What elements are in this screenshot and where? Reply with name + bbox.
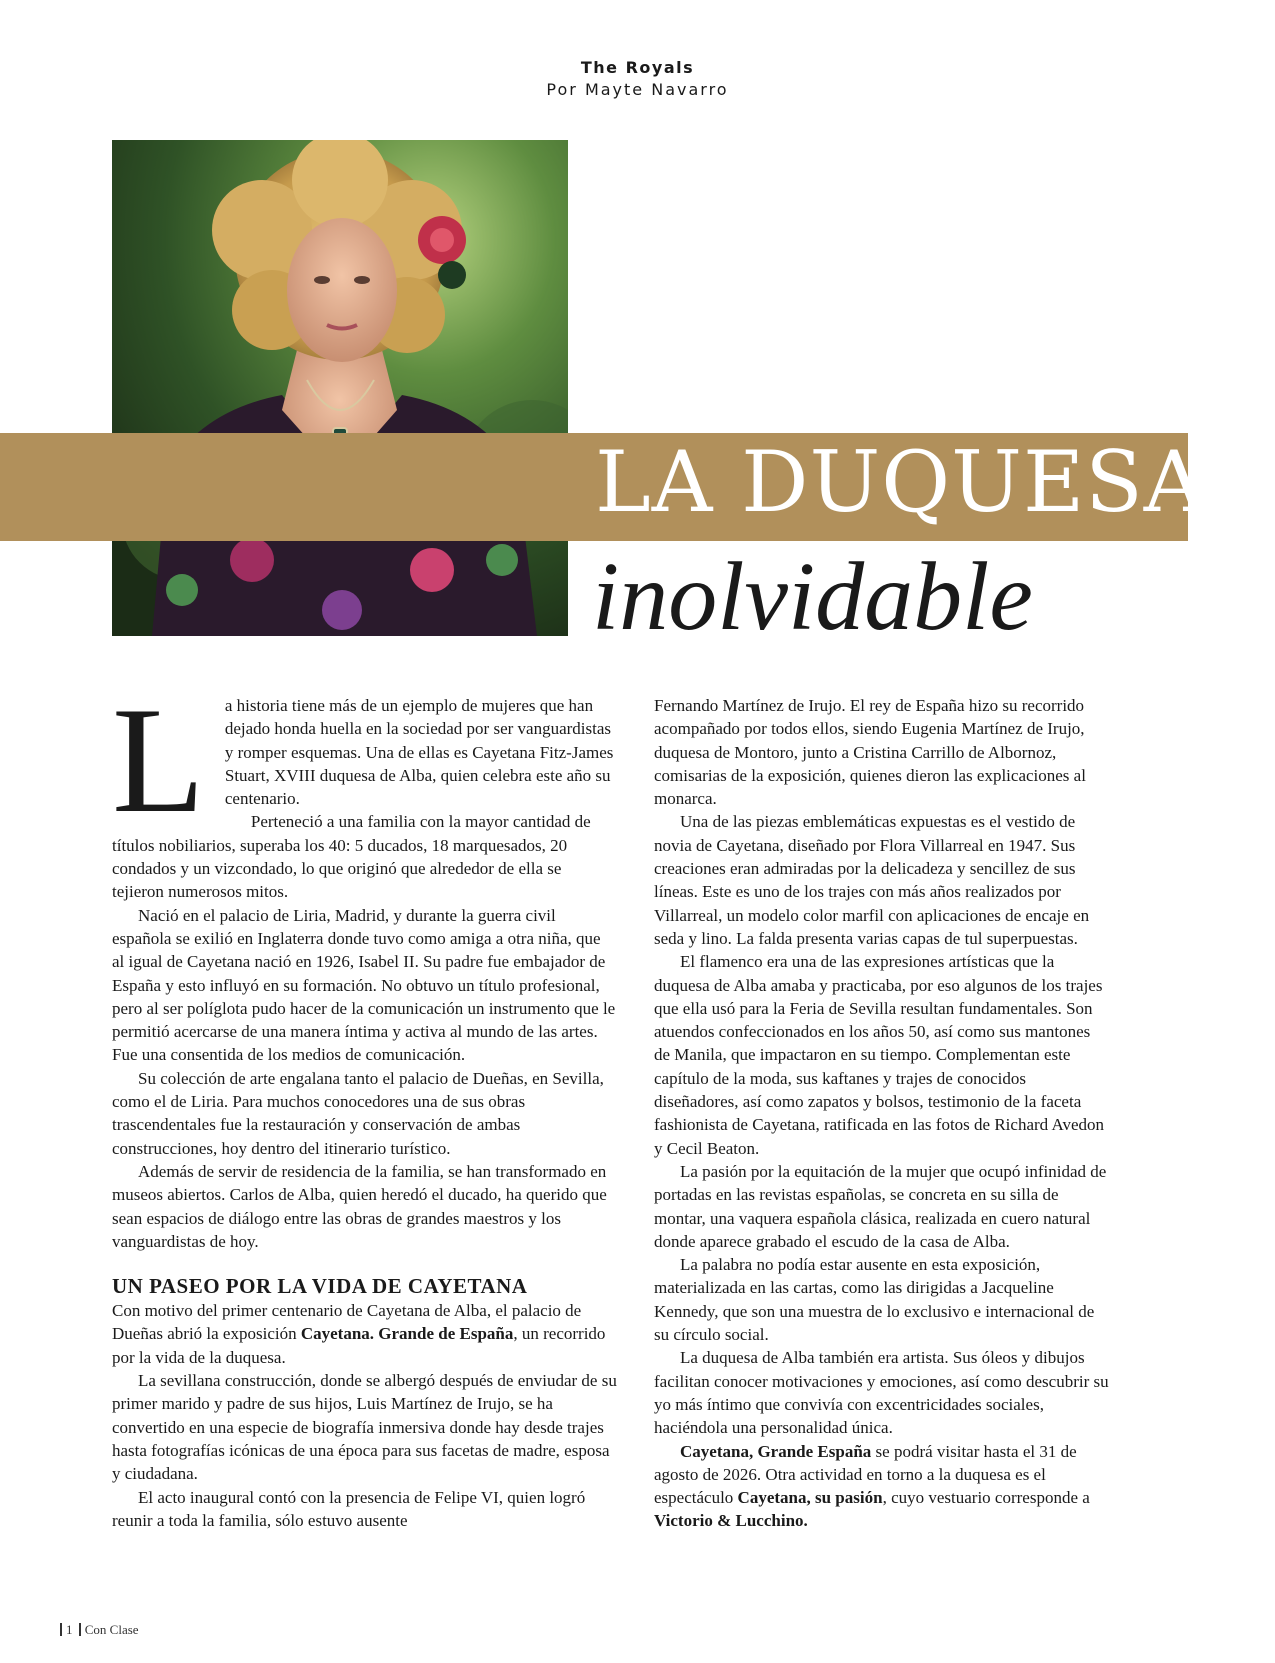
paragraph: Fernando Martínez de Irujo. El rey de España hizo su recorrido acompañado por todos ellos, siendo Eugenia Martínez de Irujo, duquesa de Montoro, junto a Cristina Carrillo de Albornoz, comisarias de la exposición, quienes dieron las explicaciones al monarca.: [654, 696, 1086, 809]
article-column-left: [112, 676, 617, 1532]
exhibition-name: Cayetana. Grande de España: [300, 1324, 514, 1344]
article-title: LA DUQUESA: [595, 433, 1206, 531]
paragraph: El flamenco era una de las expresiones artísticas que la duquesa de Alba amaba y practicaba, por eso algunos de los trajes que ella usó para la Feria de Sevilla resultan fundamentales. Son atuendos confeccionados en los años 50, así como sus mantones de Manila, que impactaron en su tiempo. Complementan este capítulo de la moda, sus kaftanes y trajes de conocidos diseñadores, así como zapatos y bolsos, testimonio de la faceta fashionista de Cayetana, ratificada en las fotos de Richard Avedon y Cecil Beaton.: [654, 952, 1105, 1158]
paragraph-text: Con motivo del primer centenario de Cayetana de Alba, el palacio de Dueñas abrió la exposición: [112, 1301, 582, 1344]
paragraph: La palabra no podía estar ausente en esta exposición, materializada en las cartas, como las dirigidas a Jacqueline Kennedy, que son una muestra de lo exclusivo e internacional de su círculo social.: [654, 1255, 1095, 1345]
publication-name: Con Clase: [84, 1622, 139, 1637]
page-number: 1: [66, 1622, 73, 1637]
author-byline: Por Mayte Navarro: [546, 80, 729, 99]
paragraph: Además de servir de residencia de la familia, se han transformado en museos abiertos. Carlos de Alba, quien heredó el ducado, ha querido que sean espacios de diálogo entre las obras de grandes maestros y los vanguardistas de hoy.: [112, 1161, 607, 1251]
page-header: [0, 58, 1275, 99]
paragraph: La pasión por la equitación de la mujer que ocupó infinidad de portadas en las revistas españolas, se concreta en su silla de montar, una vaquera española clásica, realizada en cuero natural donde aparece grabado el escudo de la casa de Alba.: [654, 1161, 1107, 1251]
exhibition-name: Cayetana, Grande España: [680, 1441, 872, 1461]
paragraph-text: se podrá visitar hasta el 31 de agosto de 2026. Otra actividad en torno a la duquesa es el espectáculo: [654, 1441, 1077, 1508]
footer-divider: [60, 1623, 62, 1636]
paragraph: [112, 676, 617, 844]
paragraph: [112, 1299, 617, 1369]
section-label: The Royals: [580, 58, 695, 77]
page-footer: [60, 1622, 139, 1638]
footer-divider: [79, 1623, 81, 1636]
paragraph: La sevillana construcción, donde se albergó después de enviudar de su primer marido y padre de sus hijos, Luis Martínez de Irujo, se ha convertido en una especie de biografía inmersiva donde hay desde trajes hasta fotografías icónicas de una época para sus facetas de madre, esposa y ciudadana.: [112, 1371, 617, 1484]
paragraph: La duquesa de Alba también era artista. Sus óleos y dibujos facilitan conocer motivaciones y emociones, así como descubrir su yo más íntimo que convivía con excentricidades sociales, haciéndola una personalidad única.: [654, 1348, 1109, 1438]
paragraph-text: , cuyo vestuario corresponde a: [882, 1488, 1090, 1508]
show-name: Cayetana, su pasión: [737, 1488, 883, 1508]
paragraph-text: a historia tiene más de un ejemplo de mujeres que han dejado honda huella en la sociedad por ser vanguardistas y romper esquemas. Una de ellas es Cayetana Fitz-James Stuart, XVIII duquesa de Alba, quien celebra este año su centenario.: [224, 696, 614, 809]
designer-name: Victorio & Lucchino.: [654, 1511, 808, 1531]
paragraph: Una de las piezas emblemáticas expuestas es el vestido de novia de Cayetana, diseñado por Flora Villarreal en 1947. Sus creaciones eran admiradas por la delicadeza y sencillez de sus líneas. Este es uno de los trajes con más años realizados por Villarreal, un modelo color marfil con aplicaciones de encaje en seda y lino. La falda presenta varias capas de tul superpuestas.: [654, 812, 1090, 948]
duchess-portrait-photo: [112, 140, 568, 636]
section-subheading: UN PASEO POR LA VIDA DE CAYETANA: [112, 1274, 528, 1299]
paragraph: Perteneció a una familia con la mayor cantidad de títulos nobiliarios, superaba los 40: 5 ducados, 18 marquesados, 20 condados y un vizcondado, lo que originó que alrededor de ella se tejieron numerosos mitos.: [112, 812, 591, 902]
paragraph: Nació en el palacio de Liria, Madrid, y durante la guerra civil española se exilió en Inglaterra donde tuvo como amiga a otra niña, que al igual de Cayetana nació en 1926, Isabel II. Su padre fue embajador de España y esto influyó en su formación. No obtuvo un título profesional, pero al ser políglota pudo hacer de la comunicación un instrumento que le permitió acercarse de una manera íntima y activa al mundo de las artes. Fue una consentida de los medios de comunicación.: [112, 905, 616, 1065]
paragraph: [654, 1440, 1109, 1533]
article-column-right: [654, 694, 1109, 1533]
paragraph-text: , un recorrido por la vida de la duquesa.: [112, 1324, 606, 1367]
article-subtitle: inolvidable: [592, 543, 1033, 651]
paragraph: Su colección de arte engalana tanto el palacio de Dueñas, en Sevilla, como el de Liria. Para muchos conocedores una de sus obras trascendentales fue la restauración y conservación de ambas construcciones, hoy dentro del itinerario turístico.: [112, 1068, 604, 1158]
paragraph: El acto inaugural contó con la presencia de Felipe VI, quien logró reunir a toda la familia, sólo estuvo ausente: [112, 1487, 586, 1530]
drop-cap: L: [112, 676, 205, 844]
portrait-illustration: [112, 140, 568, 636]
